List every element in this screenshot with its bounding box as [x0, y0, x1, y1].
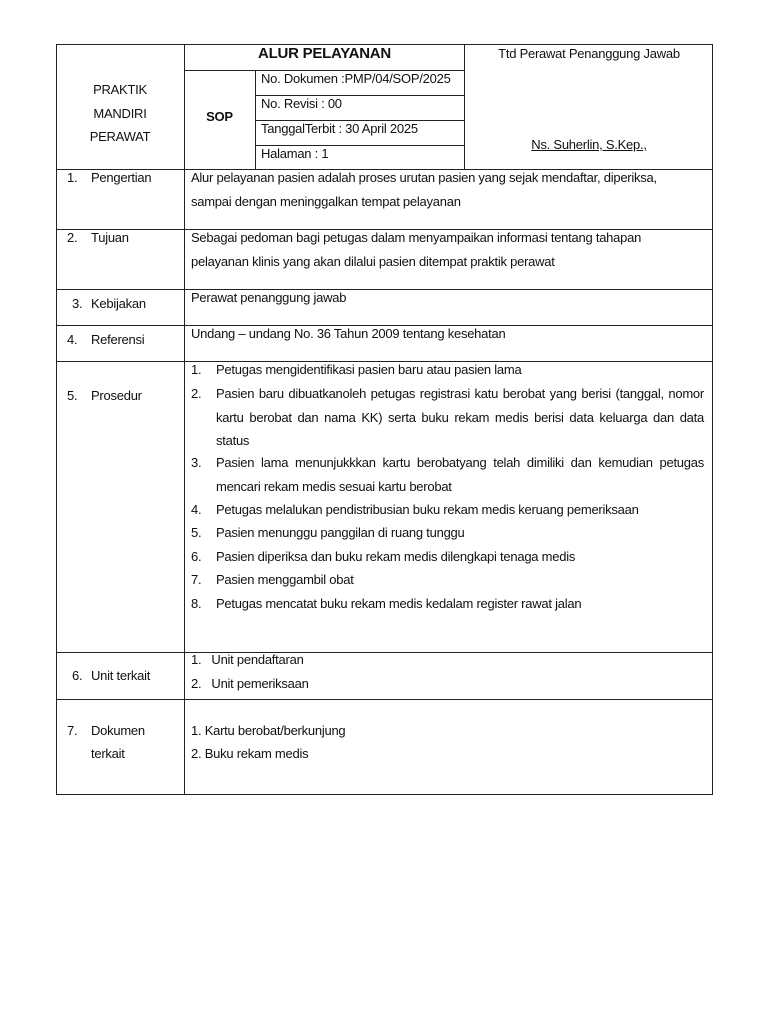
list-item-number: 4. — [191, 502, 202, 517]
list-item: Pasien diperiksa dan buku rekam medis dilengkapi tenaga medis — [216, 549, 576, 564]
revision-number: No. Revisi : 00 — [261, 96, 342, 111]
clinic-name-line-2: MANDIRI — [93, 106, 147, 121]
kebijakan-text: Perawat penanggung jawab — [191, 290, 347, 305]
list-item-number: 2. — [191, 386, 202, 401]
list-item-number: 7. — [191, 572, 202, 587]
sop-label: SOP — [206, 109, 233, 124]
page-number: Halaman : 1 — [261, 146, 329, 161]
list-item-number: 5. — [191, 525, 202, 540]
list-item-number: 6. — [191, 549, 202, 564]
section-3-number: 3. — [72, 296, 83, 311]
list-item: Pasien menunggu panggilan di ruang tunggu — [216, 525, 465, 540]
row-line-5 — [56, 652, 713, 653]
section-2-label: Tujuan — [91, 230, 129, 245]
list-item: Petugas melalukan pendistribusian buku rekam medis keruang pemeriksaan — [216, 502, 639, 517]
list-item-number: 8. — [191, 596, 202, 611]
list-item: Petugas mengidentifikasi pasien baru atau pasien lama — [216, 362, 522, 377]
list-item-number: 3. — [191, 455, 202, 470]
section-7-label-line-2: terkait — [91, 746, 125, 761]
row-line-6 — [56, 699, 713, 700]
pengertian-text-line-1: Alur pelayanan pasien adalah proses urutan pasien yang sejak mendaftar, diperiksa, — [191, 170, 657, 185]
tujuan-text-line-2: pelayanan klinis yang akan dilalui pasien ditempat praktik perawat — [191, 254, 555, 269]
section-1-number: 1. — [67, 170, 78, 185]
issue-date: TanggalTerbit : 30 April 2025 — [261, 121, 418, 136]
section-7-label-line-1: Dokumen — [91, 723, 145, 738]
list-item: Petugas mencatat buku rekam medis kedalam register rawat jalan — [216, 596, 582, 611]
tujuan-text-line-1: Sebagai pedoman bagi petugas dalam menyampaikan informasi tentang tahapan — [191, 230, 642, 245]
clinic-name-line-3: PERAWAT — [89, 129, 151, 144]
section-2-number: 2. — [67, 230, 78, 245]
signatory-name: Ns. Suherlin, S.Kep., — [531, 137, 647, 152]
referensi-text: Undang – undang No. 36 Tahun 2009 tentang kesehatan — [191, 326, 506, 341]
section-6-number: 6. — [72, 668, 83, 683]
signature-label: Ttd Perawat Penanggung Jawab — [498, 46, 680, 61]
doc-number: No. Dokumen :PMP/04/SOP/2025 — [261, 71, 451, 86]
pengertian-text-line-2: sampai dengan meninggalkan tempat pelayanan — [191, 194, 461, 209]
list-item: Pasien menggambil obat — [216, 572, 354, 587]
clinic-name-line-1: PRAKTIK — [93, 82, 147, 97]
list-item: 2. Buku rekam medis — [191, 746, 309, 761]
document-title: ALUR PELAYANAN — [258, 45, 391, 62]
section-3-label: Kebijakan — [91, 296, 146, 311]
section-1-label: Pengertian — [91, 170, 152, 185]
section-4-label: Referensi — [91, 332, 145, 347]
list-item: Pasien baru dibuatkanoleh petugas registrasi katu berobat yang berisi (tanggal, nomor kartu berobat dan nama KK) serta buku rekam medis berisi data keluarga dan data status — [216, 386, 704, 448]
list-item: Pasien lama menunjukkkan kartu berobatyang telah dimiliki dan kemudian petugas mencari rekam medis sesuai kartu berobat — [216, 455, 704, 494]
section-4-number: 4. — [67, 332, 78, 347]
section-5-number: 5. — [67, 388, 78, 403]
list-item: 1. Kartu berobat/berkunjung — [191, 723, 346, 738]
list-item-number: 1. — [191, 362, 202, 377]
list-item: 2. Unit pemeriksaan — [191, 676, 309, 691]
header-divider-left — [184, 44, 185, 795]
section-5-label: Prosedur — [91, 388, 142, 403]
list-item: 1. Unit pendaftaran — [191, 652, 304, 667]
row-line-2 — [56, 289, 713, 290]
section-7-number: 7. — [67, 723, 78, 738]
section-6-label: Unit terkait — [91, 668, 151, 683]
